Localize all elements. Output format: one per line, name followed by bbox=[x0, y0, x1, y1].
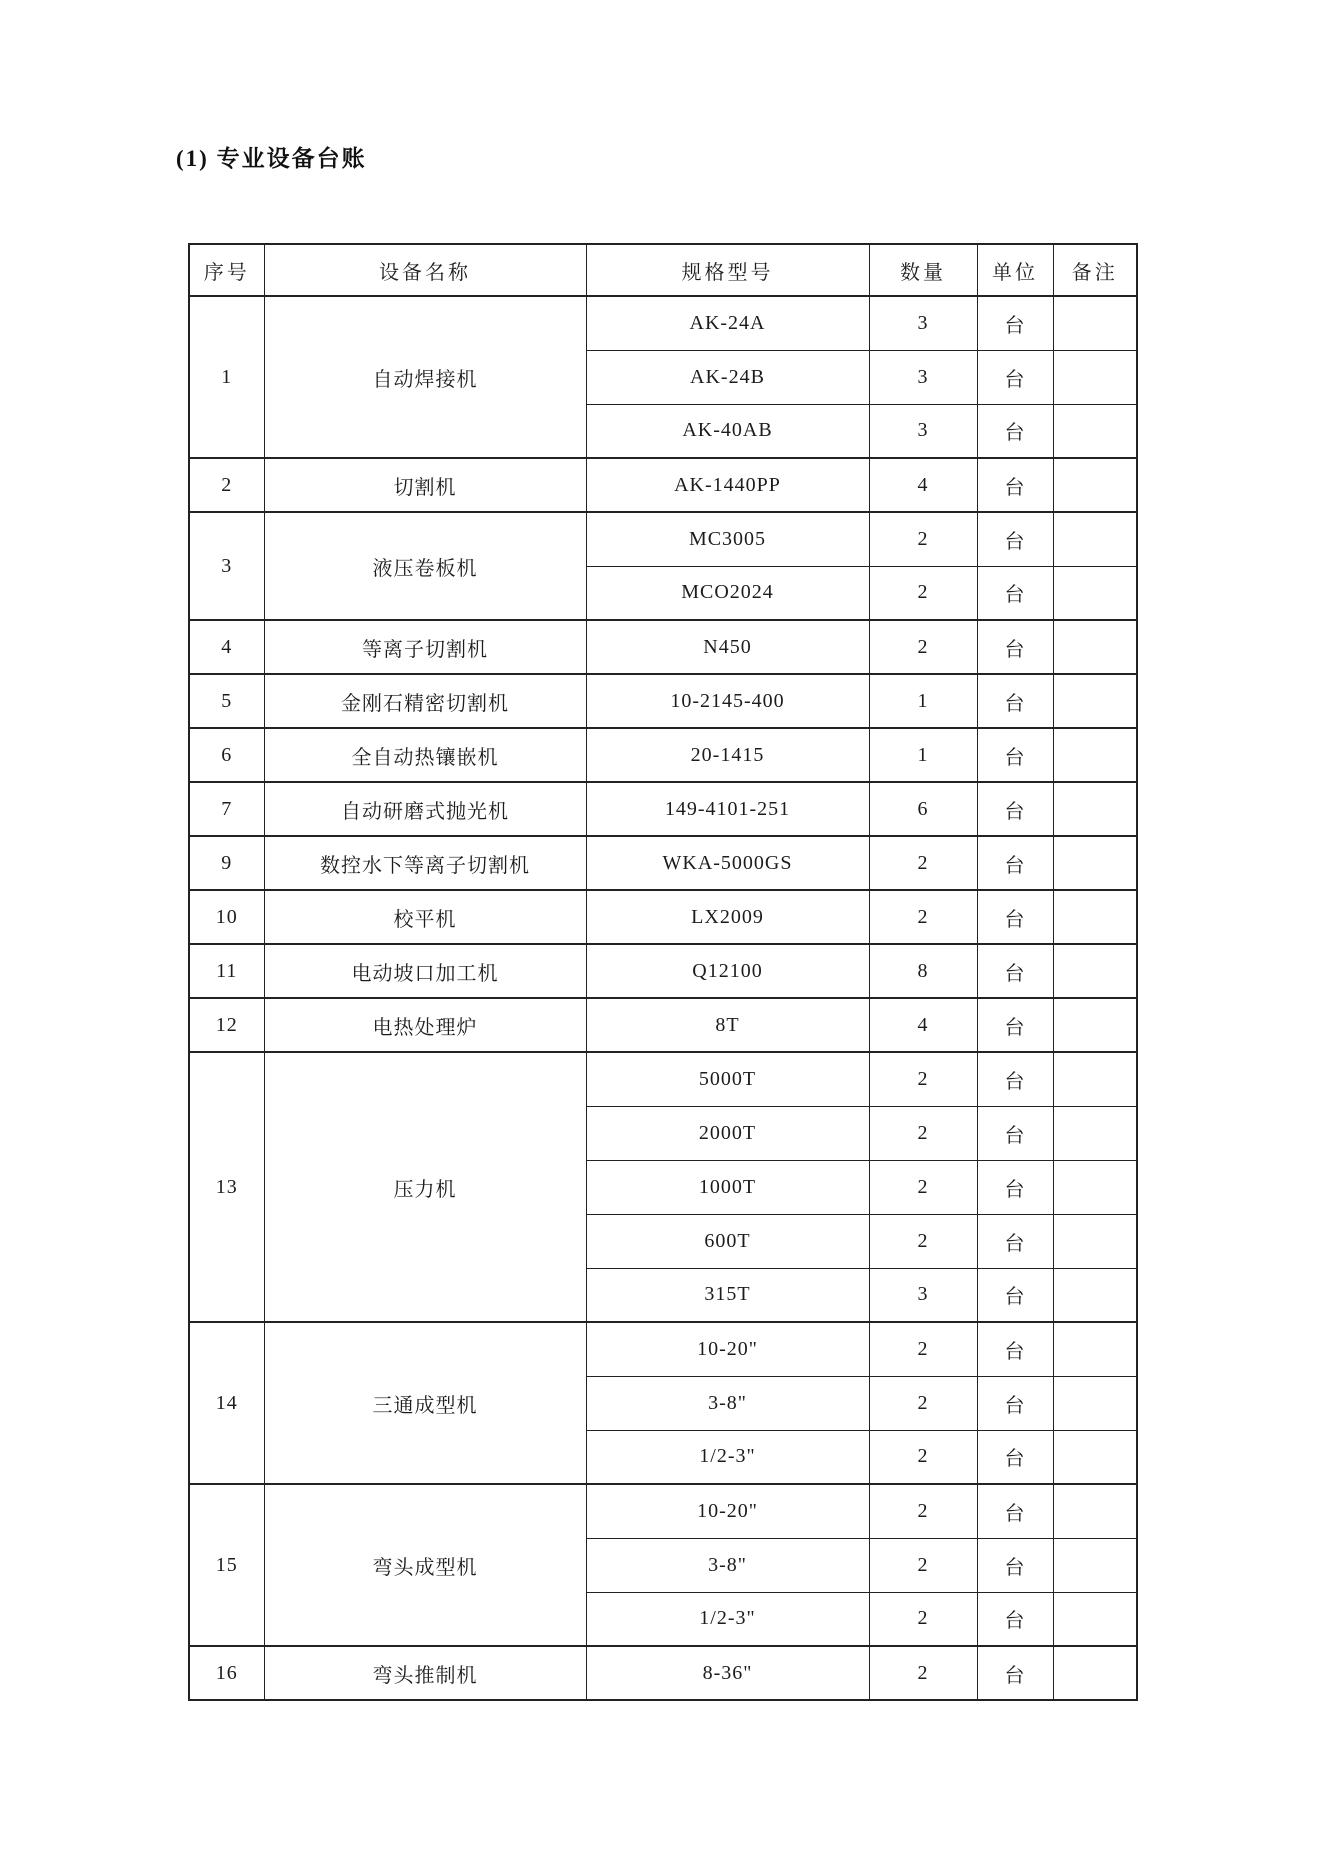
row-number-cell: 13 bbox=[189, 1052, 264, 1322]
quantity-cell: 1 bbox=[869, 674, 977, 728]
spec-model-cell: 1000T bbox=[586, 1160, 869, 1214]
note-cell bbox=[1053, 1484, 1137, 1538]
spec-model-cell: 315T bbox=[586, 1268, 869, 1322]
note-cell bbox=[1053, 836, 1137, 890]
equipment-name-cell: 电热处理炉 bbox=[264, 998, 586, 1052]
unit-cell: 台 bbox=[977, 1322, 1053, 1376]
equipment-name-cell: 电动坡口加工机 bbox=[264, 944, 586, 998]
spec-model-cell: 5000T bbox=[586, 1052, 869, 1106]
quantity-cell: 8 bbox=[869, 944, 977, 998]
spec-model-cell: MC3005 bbox=[586, 512, 869, 566]
unit-cell: 台 bbox=[977, 782, 1053, 836]
table-row bbox=[189, 674, 1137, 728]
unit-cell: 台 bbox=[977, 674, 1053, 728]
spec-model-cell: 20-1415 bbox=[586, 728, 869, 782]
note-cell bbox=[1053, 1322, 1137, 1376]
unit-cell: 台 bbox=[977, 1538, 1053, 1592]
table-row bbox=[189, 1484, 1137, 1538]
quantity-cell: 4 bbox=[869, 998, 977, 1052]
spec-model-cell: LX2009 bbox=[586, 890, 869, 944]
equipment-name-cell: 自动焊接机 bbox=[264, 296, 586, 458]
spec-model-cell: AK-1440PP bbox=[586, 458, 869, 512]
unit-cell: 台 bbox=[977, 944, 1053, 998]
table-row bbox=[189, 890, 1137, 944]
equipment-name-cell: 弯头成型机 bbox=[264, 1484, 586, 1646]
row-number-cell: 14 bbox=[189, 1322, 264, 1484]
spec-model-cell: AK-24A bbox=[586, 296, 869, 350]
header-row bbox=[189, 244, 1137, 296]
spec-model-cell: 600T bbox=[586, 1214, 869, 1268]
spec-model-cell: 3-8" bbox=[586, 1376, 869, 1430]
spec-model-cell: WKA-5000GS bbox=[586, 836, 869, 890]
equipment-name-cell: 弯头推制机 bbox=[264, 1646, 586, 1700]
header-cell-note: 备注 bbox=[1053, 244, 1137, 296]
spec-model-cell: AK-24B bbox=[586, 350, 869, 404]
equipment-table-header bbox=[189, 244, 1137, 296]
quantity-cell: 2 bbox=[869, 1430, 977, 1484]
spec-model-cell: 10-20" bbox=[586, 1484, 869, 1538]
header-cell-no: 序号 bbox=[189, 244, 264, 296]
unit-cell: 台 bbox=[977, 1430, 1053, 1484]
table-row bbox=[189, 782, 1137, 836]
row-number-cell: 1 bbox=[189, 296, 264, 458]
note-cell bbox=[1053, 1538, 1137, 1592]
note-cell bbox=[1053, 1376, 1137, 1430]
unit-cell: 台 bbox=[977, 1160, 1053, 1214]
spec-model-cell: 1/2-3" bbox=[586, 1592, 869, 1646]
quantity-cell: 2 bbox=[869, 512, 977, 566]
equipment-name-cell: 校平机 bbox=[264, 890, 586, 944]
unit-cell: 台 bbox=[977, 998, 1053, 1052]
quantity-cell: 2 bbox=[869, 1214, 977, 1268]
note-cell bbox=[1053, 998, 1137, 1052]
note-cell bbox=[1053, 1214, 1137, 1268]
table-row bbox=[189, 458, 1137, 512]
quantity-cell: 2 bbox=[869, 1052, 977, 1106]
note-cell bbox=[1053, 890, 1137, 944]
unit-cell: 台 bbox=[977, 890, 1053, 944]
note-cell bbox=[1053, 1106, 1137, 1160]
note-cell bbox=[1053, 782, 1137, 836]
header-cell-unit: 单位 bbox=[977, 244, 1053, 296]
header-cell-name: 设备名称 bbox=[264, 244, 586, 296]
quantity-cell: 1 bbox=[869, 728, 977, 782]
note-cell bbox=[1053, 674, 1137, 728]
header-cell-qty: 数量 bbox=[869, 244, 977, 296]
quantity-cell: 2 bbox=[869, 1538, 977, 1592]
quantity-cell: 2 bbox=[869, 1484, 977, 1538]
spec-model-cell: 8-36" bbox=[586, 1646, 869, 1700]
quantity-cell: 2 bbox=[869, 1160, 977, 1214]
unit-cell: 台 bbox=[977, 404, 1053, 458]
spec-model-cell: Q12100 bbox=[586, 944, 869, 998]
row-number-cell: 11 bbox=[189, 944, 264, 998]
spec-model-cell: 3-8" bbox=[586, 1538, 869, 1592]
equipment-name-cell: 金刚石精密切割机 bbox=[264, 674, 586, 728]
quantity-cell: 2 bbox=[869, 620, 977, 674]
unit-cell: 台 bbox=[977, 350, 1053, 404]
equipment-name-cell: 自动研磨式抛光机 bbox=[264, 782, 586, 836]
quantity-cell: 3 bbox=[869, 1268, 977, 1322]
spec-model-cell: 1/2-3" bbox=[586, 1430, 869, 1484]
unit-cell: 台 bbox=[977, 1484, 1053, 1538]
unit-cell: 台 bbox=[977, 296, 1053, 350]
quantity-cell: 2 bbox=[869, 890, 977, 944]
quantity-cell: 3 bbox=[869, 350, 977, 404]
row-number-cell: 4 bbox=[189, 620, 264, 674]
header-cell-model: 规格型号 bbox=[586, 244, 869, 296]
unit-cell: 台 bbox=[977, 512, 1053, 566]
row-number-cell: 3 bbox=[189, 512, 264, 620]
note-cell bbox=[1053, 1592, 1137, 1646]
unit-cell: 台 bbox=[977, 1052, 1053, 1106]
spec-model-cell: 149-4101-251 bbox=[586, 782, 869, 836]
table-row bbox=[189, 512, 1137, 566]
quantity-cell: 2 bbox=[869, 566, 977, 620]
table-row bbox=[189, 296, 1137, 350]
note-cell bbox=[1053, 458, 1137, 512]
table-row bbox=[189, 998, 1137, 1052]
note-cell bbox=[1053, 296, 1137, 350]
unit-cell: 台 bbox=[977, 1106, 1053, 1160]
quantity-cell: 2 bbox=[869, 1592, 977, 1646]
note-cell bbox=[1053, 1646, 1137, 1700]
note-cell bbox=[1053, 404, 1137, 458]
page-title: (1) 专业设备台账 bbox=[176, 146, 367, 171]
unit-cell: 台 bbox=[977, 566, 1053, 620]
equipment-name-cell: 数控水下等离子切割机 bbox=[264, 836, 586, 890]
unit-cell: 台 bbox=[977, 728, 1053, 782]
note-cell bbox=[1053, 1052, 1137, 1106]
table-row bbox=[189, 1646, 1137, 1700]
row-number-cell: 2 bbox=[189, 458, 264, 512]
row-number-cell: 10 bbox=[189, 890, 264, 944]
note-cell bbox=[1053, 350, 1137, 404]
unit-cell: 台 bbox=[977, 1376, 1053, 1430]
row-number-cell: 15 bbox=[189, 1484, 264, 1646]
spec-model-cell: 10-20" bbox=[586, 1322, 869, 1376]
row-number-cell: 16 bbox=[189, 1646, 264, 1700]
equipment-name-cell: 全自动热镶嵌机 bbox=[264, 728, 586, 782]
equipment-name-cell: 三通成型机 bbox=[264, 1322, 586, 1484]
note-cell bbox=[1053, 1160, 1137, 1214]
quantity-cell: 2 bbox=[869, 836, 977, 890]
note-cell bbox=[1053, 944, 1137, 998]
row-number-cell: 5 bbox=[189, 674, 264, 728]
unit-cell: 台 bbox=[977, 458, 1053, 512]
table-row bbox=[189, 836, 1137, 890]
table-row bbox=[189, 1052, 1137, 1106]
quantity-cell: 2 bbox=[869, 1322, 977, 1376]
equipment-table bbox=[188, 243, 1138, 1701]
quantity-cell: 2 bbox=[869, 1376, 977, 1430]
unit-cell: 台 bbox=[977, 1646, 1053, 1700]
note-cell bbox=[1053, 1268, 1137, 1322]
note-cell bbox=[1053, 1430, 1137, 1484]
quantity-cell: 2 bbox=[869, 1646, 977, 1700]
equipment-name-cell: 压力机 bbox=[264, 1052, 586, 1322]
row-number-cell: 9 bbox=[189, 836, 264, 890]
quantity-cell: 6 bbox=[869, 782, 977, 836]
quantity-cell: 3 bbox=[869, 296, 977, 350]
equipment-name-cell: 等离子切割机 bbox=[264, 620, 586, 674]
quantity-cell: 3 bbox=[869, 404, 977, 458]
unit-cell: 台 bbox=[977, 836, 1053, 890]
note-cell bbox=[1053, 620, 1137, 674]
spec-model-cell: 8T bbox=[586, 998, 869, 1052]
unit-cell: 台 bbox=[977, 1268, 1053, 1322]
spec-model-cell: MCO2024 bbox=[586, 566, 869, 620]
unit-cell: 台 bbox=[977, 620, 1053, 674]
spec-model-cell: AK-40AB bbox=[586, 404, 869, 458]
row-number-cell: 7 bbox=[189, 782, 264, 836]
equipment-name-cell: 切割机 bbox=[264, 458, 586, 512]
table-row bbox=[189, 1322, 1137, 1376]
spec-model-cell: 10-2145-400 bbox=[586, 674, 869, 728]
unit-cell: 台 bbox=[977, 1592, 1053, 1646]
spec-model-cell: 2000T bbox=[586, 1106, 869, 1160]
row-number-cell: 6 bbox=[189, 728, 264, 782]
unit-cell: 台 bbox=[977, 1214, 1053, 1268]
quantity-cell: 2 bbox=[869, 1106, 977, 1160]
row-number-cell: 12 bbox=[189, 998, 264, 1052]
note-cell bbox=[1053, 566, 1137, 620]
table-row bbox=[189, 620, 1137, 674]
equipment-name-cell: 液压卷板机 bbox=[264, 512, 586, 620]
table-row bbox=[189, 944, 1137, 998]
note-cell bbox=[1053, 728, 1137, 782]
note-cell bbox=[1053, 512, 1137, 566]
quantity-cell: 4 bbox=[869, 458, 977, 512]
equipment-table-body bbox=[189, 296, 1137, 1700]
spec-model-cell: N450 bbox=[586, 620, 869, 674]
table-row bbox=[189, 728, 1137, 782]
